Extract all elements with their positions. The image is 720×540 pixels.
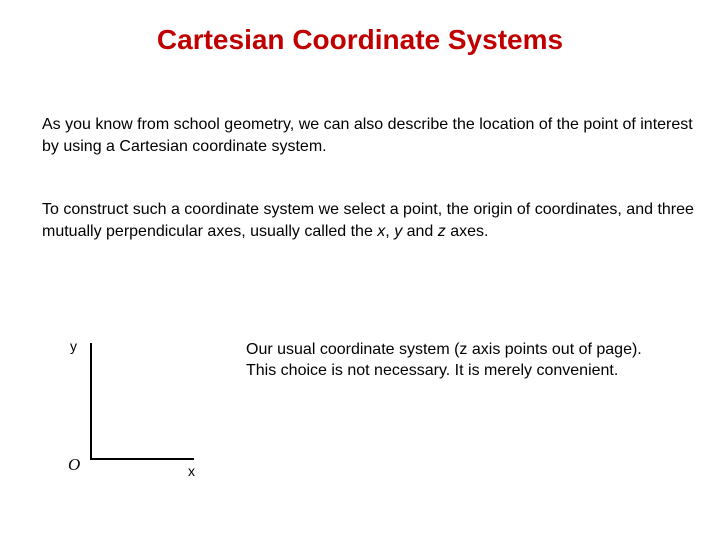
intro-paragraph: As you know from school geometry, we can also describe the location of the point of interest by using a Cartesian coordinate system. xyxy=(42,116,693,155)
axis-name-x: x xyxy=(377,223,386,240)
origin-label: O xyxy=(68,455,81,474)
diagram-caption: Our usual coordinate system (z axis points out of page). This choice is not necessary. It is merely convenient. xyxy=(246,341,642,379)
separator-comma: , xyxy=(385,223,395,240)
construction-paragraph xyxy=(42,199,702,243)
separator-and: and xyxy=(402,223,438,240)
construction-text: To construct such a coordinate system we select a point, the origin of coordinates, and three mutually perpendicular axes, usually called the xyxy=(42,201,694,240)
axis-name-z: z xyxy=(437,223,446,240)
y-axis-label: y xyxy=(70,338,77,354)
slide-title: Cartesian Coordinate Systems xyxy=(156,24,564,55)
axes-drawing xyxy=(60,335,240,495)
axis-name-y: y xyxy=(394,223,403,240)
coordinate-diagram xyxy=(60,335,240,495)
construction-text-end: axes. xyxy=(445,223,489,240)
x-axis-label: x xyxy=(188,463,195,479)
